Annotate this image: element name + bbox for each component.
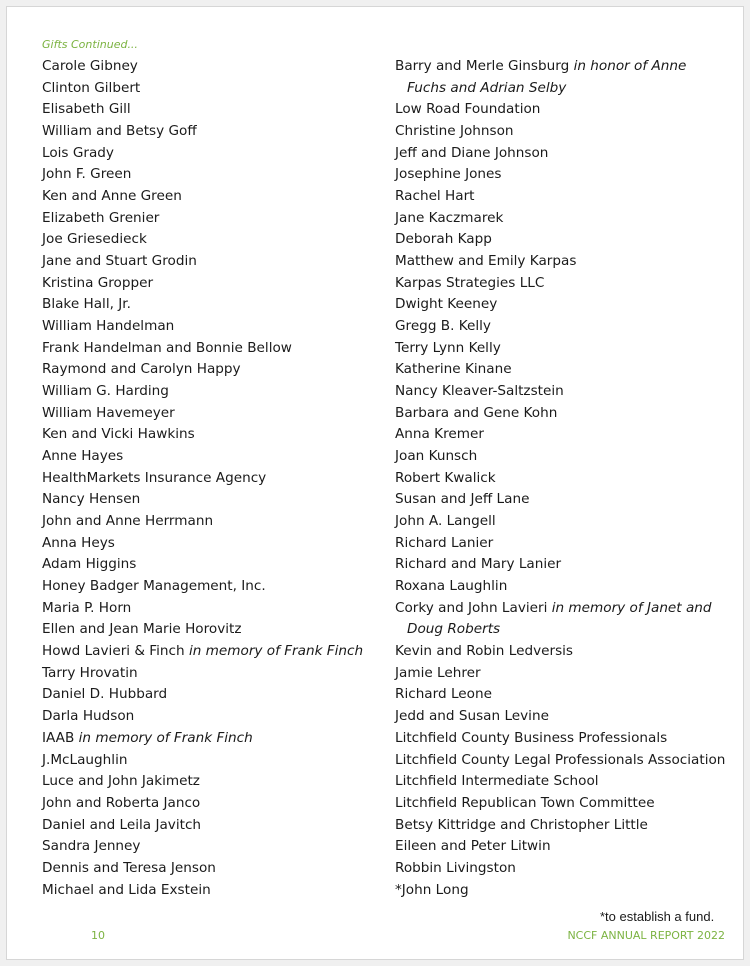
donor-entry [42, 728, 382, 750]
donor-name: Michael and Lida Exstein [42, 881, 211, 898]
donor-name: Richard Leone [395, 686, 492, 703]
tribute-note: in memory of Frank Finch [78, 729, 253, 746]
donor-name: Adam Higgins [42, 556, 137, 573]
donor-name: Deborah Kapp [395, 231, 492, 248]
donor-name: HealthMarkets Insurance Agency [42, 469, 267, 486]
donor-entry [42, 208, 382, 230]
donor-entry [395, 99, 725, 121]
donor-entry [42, 641, 382, 663]
donor-entry [42, 554, 382, 576]
donor-entry [395, 880, 725, 902]
donor-name: Jedd and Susan Levine [395, 708, 549, 725]
donor-name: John and Anne Herrmann [42, 513, 214, 530]
donor-entry [395, 793, 725, 815]
donor-name: Clinton Gilbert [42, 79, 141, 96]
donor-name: Christine Johnson [395, 123, 514, 140]
donor-name: John A. Langell [395, 513, 496, 530]
donor-entry [42, 684, 382, 706]
donor-name: Frank Handelman and Bonnie Bellow [42, 339, 292, 356]
donor-entry [42, 78, 382, 100]
donor-entry [395, 858, 725, 880]
donor-entry [42, 424, 382, 446]
donor-entry [42, 403, 382, 425]
donor-entry [42, 880, 382, 902]
donor-name: *John Long [395, 881, 469, 898]
donor-name: Litchfield County Business Professionals [395, 729, 668, 746]
donor-name: Nancy Kleaver-Saltzstein [395, 383, 564, 400]
donor-name: Josephine Jones [395, 166, 502, 183]
donor-name: Maria P. Horn [42, 599, 132, 616]
donor-name: IAAB [42, 729, 75, 746]
donor-entry [395, 728, 725, 750]
donor-name: Carole Gibney [42, 58, 138, 74]
donor-name: Betsy Kittridge and Christopher Little [395, 816, 648, 833]
donor-entry [395, 446, 725, 468]
donor-name: Barry and Merle Ginsburg [395, 58, 570, 74]
donor-name: Litchfield Republican Town Committee [395, 794, 655, 811]
donor-entry [395, 403, 725, 425]
donor-entry [395, 641, 725, 663]
donor-name: John and Roberta Janco [42, 794, 201, 811]
donor-entry [395, 468, 725, 490]
donor-name: Joan Kunsch [395, 448, 478, 465]
donor-name: J.McLaughlin [42, 751, 128, 768]
donor-entry [395, 56, 725, 99]
donor-name: Nancy Hensen [42, 491, 141, 508]
donor-name: Richard Lanier [395, 534, 494, 551]
donor-entry [395, 186, 725, 208]
donor-entry [42, 186, 382, 208]
donor-name: Matthew and Emily Karpas [395, 253, 577, 270]
donor-entry [395, 576, 725, 598]
donor-name: Anna Kremer [395, 426, 484, 443]
donor-entry [395, 359, 725, 381]
donor-entry [395, 381, 725, 403]
donor-name: Rachel Hart [395, 188, 475, 205]
donor-name: Daniel and Leila Javitch [42, 816, 202, 833]
donor-name: Lois Grady [42, 144, 114, 161]
donor-list-left [42, 56, 382, 901]
donor-entry [42, 251, 382, 273]
donor-name: Corky and John Lavieri [395, 599, 548, 616]
donor-entry [395, 229, 725, 251]
donor-entry [42, 663, 382, 685]
donor-name: William G. Harding [42, 383, 169, 400]
donor-name: Dwight Keeney [395, 296, 498, 313]
donor-name: Richard and Mary Lanier [395, 556, 562, 573]
donor-name: Robbin Livingston [395, 859, 516, 876]
donor-entry [42, 121, 382, 143]
donor-name: Karpas Strategies LLC [395, 274, 545, 291]
donor-entry [395, 836, 725, 858]
donor-entry [395, 424, 725, 446]
donor-entry [42, 598, 382, 620]
donor-entry [42, 815, 382, 837]
donor-name: Litchfield County Legal Professionals Association [395, 751, 726, 768]
donor-name: Honey Badger Management, Inc. [42, 578, 266, 595]
donor-entry [42, 359, 382, 381]
donor-name: Tarry Hrovatin [42, 664, 138, 681]
donor-entry [42, 771, 382, 793]
donor-name: Luce and John Jakimetz [42, 773, 200, 790]
donor-entry [395, 684, 725, 706]
donor-entry [42, 164, 382, 186]
donor-entry [42, 446, 382, 468]
donor-entry [395, 143, 725, 165]
donor-entry [395, 750, 725, 772]
donor-name: Ken and Vicki Hawkins [42, 426, 195, 443]
donor-entry [42, 316, 382, 338]
donor-name: Jamie Lehrer [395, 664, 481, 681]
donor-entry [42, 619, 382, 641]
donor-name: Litchfield Intermediate School [395, 773, 599, 790]
donor-entry [42, 56, 382, 78]
donor-entry [395, 598, 725, 641]
donor-entry [42, 858, 382, 880]
donor-name: Anna Heys [42, 534, 115, 551]
donor-entry [395, 251, 725, 273]
donor-name: William Havemeyer [42, 404, 175, 421]
donor-entry [395, 316, 725, 338]
donor-name: William Handelman [42, 318, 175, 335]
donor-entry [42, 273, 382, 295]
donor-name: Terry Lynn Kelly [395, 339, 501, 356]
donor-name: Jeff and Diane Johnson [395, 144, 549, 161]
donor-entry [395, 554, 725, 576]
donor-name: Barbara and Gene Kohn [395, 404, 558, 421]
donor-name: Blake Hall, Jr. [42, 296, 131, 313]
donor-entry [42, 338, 382, 360]
donor-name: Elisabeth Gill [42, 101, 131, 118]
page-number: 10 [91, 929, 105, 942]
fund-footnote: *to establish a fund. [600, 909, 715, 924]
donor-entry [42, 468, 382, 490]
donor-entry [42, 229, 382, 251]
tribute-note: in memory of Janet and Doug Roberts [407, 599, 712, 638]
donor-entry [42, 489, 382, 511]
donor-entry [395, 511, 725, 533]
donor-entry [395, 208, 725, 230]
donor-name: Raymond and Carolyn Happy [42, 361, 241, 378]
donor-name: William and Betsy Goff [42, 123, 197, 140]
donor-entry [395, 771, 725, 793]
donor-name: Darla Hudson [42, 708, 135, 725]
donor-entry [395, 663, 725, 685]
donor-name: Sandra Jenney [42, 838, 141, 855]
donor-entry [42, 750, 382, 772]
donor-name: Katherine Kinane [395, 361, 512, 378]
donor-entry [42, 706, 382, 728]
donor-list-right [395, 56, 725, 901]
donor-entry [42, 576, 382, 598]
donor-entry [42, 99, 382, 121]
donor-name: Robert Kwalick [395, 469, 496, 486]
donor-name: Low Road Foundation [395, 101, 541, 118]
donor-entry [395, 338, 725, 360]
donor-name: Kevin and Robin Ledversis [395, 643, 574, 660]
report-page [6, 6, 744, 960]
donor-name: John F. Green [42, 166, 132, 183]
donor-entry [42, 294, 382, 316]
donor-name: Dennis and Teresa Jenson [42, 859, 216, 876]
donor-entry [395, 121, 725, 143]
donor-entry [395, 489, 725, 511]
donor-name: Anne Hayes [42, 448, 124, 465]
donor-entry [42, 381, 382, 403]
donor-entry [42, 836, 382, 858]
donor-name: Howd Lavieri & Finch [42, 643, 185, 660]
donor-entry [42, 793, 382, 815]
donor-entry [395, 706, 725, 728]
donor-entry [395, 815, 725, 837]
donor-name: Jane and Stuart Grodin [42, 253, 197, 270]
donor-entry [395, 294, 725, 316]
donor-name: Susan and Jeff Lane [395, 491, 530, 508]
donor-entry [42, 533, 382, 555]
donor-name: Jane Kaczmarek [395, 209, 504, 226]
donor-entry [395, 164, 725, 186]
continued-label: Gifts Continued... [42, 38, 138, 51]
donor-name: Joe Griesedieck [42, 231, 147, 248]
donor-name: Kristina Gropper [42, 274, 154, 291]
donor-entry [42, 511, 382, 533]
donor-entry [395, 533, 725, 555]
donor-name: Ken and Anne Green [42, 188, 182, 205]
report-title: NCCF ANNUAL REPORT 2022 [567, 929, 725, 942]
donor-name: Eileen and Peter Litwin [395, 838, 551, 855]
donor-name: Ellen and Jean Marie Horovitz [42, 621, 242, 638]
donor-name: Elizabeth Grenier [42, 209, 160, 226]
tribute-note: in memory of Frank Finch [188, 643, 364, 660]
donor-name: Roxana Laughlin [395, 578, 508, 595]
donor-name: Daniel D. Hubbard [42, 686, 168, 703]
donor-entry [395, 273, 725, 295]
donor-name: Gregg B. Kelly [395, 318, 491, 335]
donor-entry [42, 143, 382, 165]
tribute-note: in honor of Anne Fuchs and Adrian Selby [407, 58, 687, 96]
